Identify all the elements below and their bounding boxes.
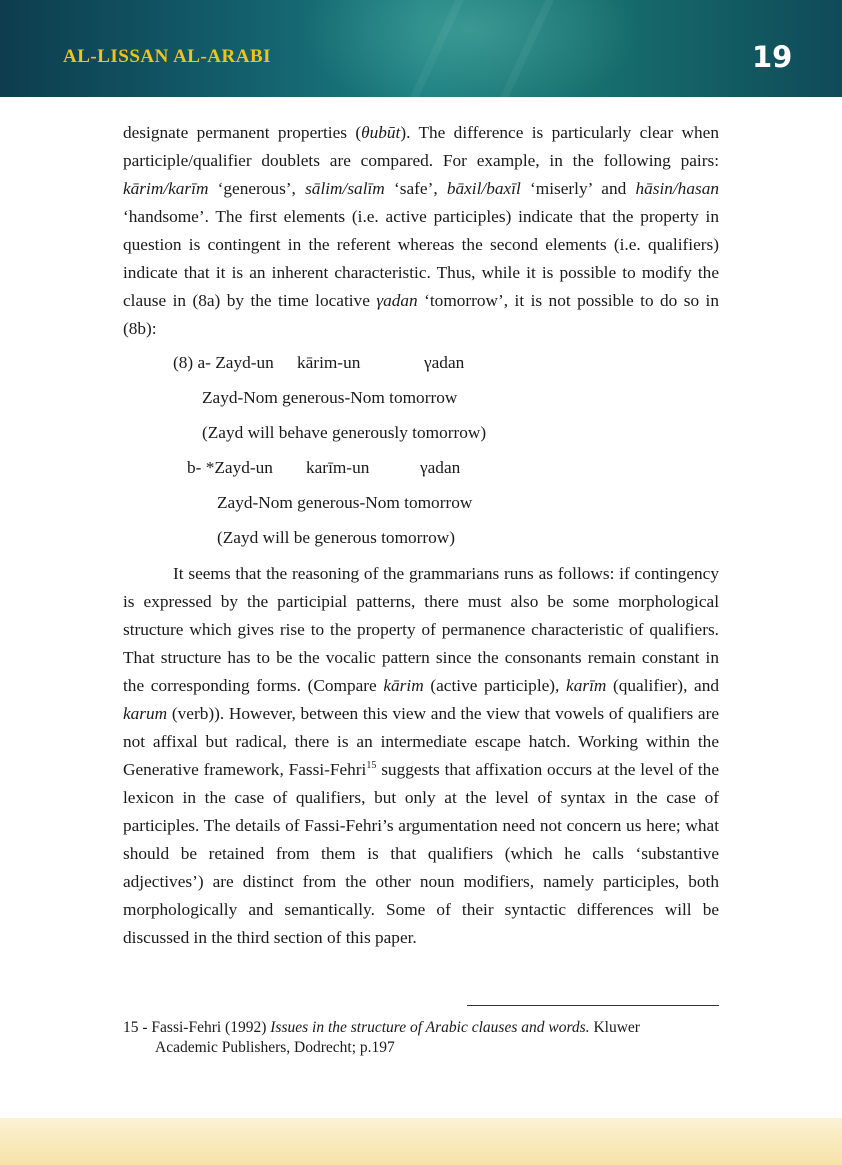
text-run: ). The difference is particularly clear when participle/qualifier doublets are compared. For example, in the following pairs:	[123, 123, 719, 170]
header-glow-decoration	[300, 0, 640, 97]
example-8b-label: b- *Zayd-un	[187, 458, 273, 477]
text-run: It seems that the reasoning of the grammarians runs as follows: if contingency is expressed by the participial patterns, there must also be some morphological structure which gives rise to the property of permanence characteristic of qualifiers. That structure has to be the vocalic pattern since the consonants remain constant in the corresponding forms. (Compare	[123, 564, 719, 695]
journal-title: AL-LISSAN AL-ARABI	[63, 46, 272, 67]
example-8a-gloss: Zayd-Nom generous-Nom tomorrow	[202, 388, 458, 407]
footnote-divider	[467, 1005, 719, 1006]
term-pair: bāxil/baxīl	[446, 179, 521, 198]
term-pair: sālim/salīm	[305, 179, 385, 198]
page-number: 19	[752, 40, 793, 74]
text-run: ‘handsome’. The first elements (i.e. active participles) indicate that the property in question is contingent in the referent whereas the second elements (i.e. qualifiers) indicate that it is an inherent characteristic. Thus, while it is possible to modify the clause in (8a) by the time locative	[123, 207, 719, 310]
text-run: (active participle),	[423, 676, 567, 695]
footnote-line-2: Academic Publishers, Dodrecht; p.197	[155, 1039, 395, 1056]
text-run: ‘safe’,	[384, 179, 447, 198]
text-run: ‘generous’,	[208, 179, 306, 198]
term-pair: hāsin/hasan	[635, 179, 719, 198]
text-run: suggests that affixation occurs at the level of the lexicon in the case of qualifiers, but only at the level of syntax in the case of participles. The details of Fassi-Fehri’s argumentation need not concern us here; what should be retained from them is that qualifiers (which he calls ‘substantive adjectives’) are distinct from the other noun modifiers, namely participles, both morphologically and semantically. Some of their syntactic differences will be discussed in the third section of this paper.	[123, 760, 719, 947]
text-run: (verb)). However, between this view and the view that vowels of qualifiers are not affixal but radical, there is an intermediate escape hatch. Working within the Generative framework, Fassi-Fehri	[123, 704, 719, 779]
page-header	[0, 0, 842, 97]
footnote-reference: 15	[366, 760, 377, 772]
term-pair: kārim/karīm	[123, 179, 209, 198]
example-8a-word: γadan	[424, 353, 465, 372]
term-word: kārim	[383, 676, 424, 695]
paragraph-2	[123, 560, 719, 952]
example-8a-word: kārim-un	[297, 353, 361, 372]
example-8a-translation: (Zayd will behave generously tomorrow)	[202, 423, 487, 442]
text-run: (qualifier), and	[606, 676, 720, 695]
footnote-15	[123, 1018, 721, 1058]
example-8b-word: karīm-un	[306, 458, 370, 477]
footer-band	[0, 1118, 842, 1165]
term-word: karīm	[566, 676, 607, 695]
text-run: Kluwer	[589, 1019, 640, 1036]
example-8b-translation: (Zayd will be generous tomorrow)	[217, 528, 456, 547]
paragraph-1	[123, 119, 719, 343]
text-run: 15 - Fassi-Fehri (1992)	[123, 1019, 271, 1036]
text-run: ‘tomorrow’, it is not possible to do so in (8b):	[123, 291, 719, 338]
text-run: ‘miserly’ and	[520, 179, 636, 198]
example-8a-label: (8) a- Zayd-un	[173, 353, 274, 372]
term-yadan: γadan	[376, 291, 418, 310]
example-8b-gloss: Zayd-Nom generous-Nom tomorrow	[217, 493, 473, 512]
example-8b-word: γadan	[420, 458, 461, 477]
term-thubut: θubūt	[361, 123, 401, 142]
footnote-book-title: Issues in the structure of Arabic clauses and words.	[270, 1019, 590, 1036]
text-run: designate permanent properties (	[123, 123, 362, 142]
term-word: karum	[123, 704, 168, 723]
